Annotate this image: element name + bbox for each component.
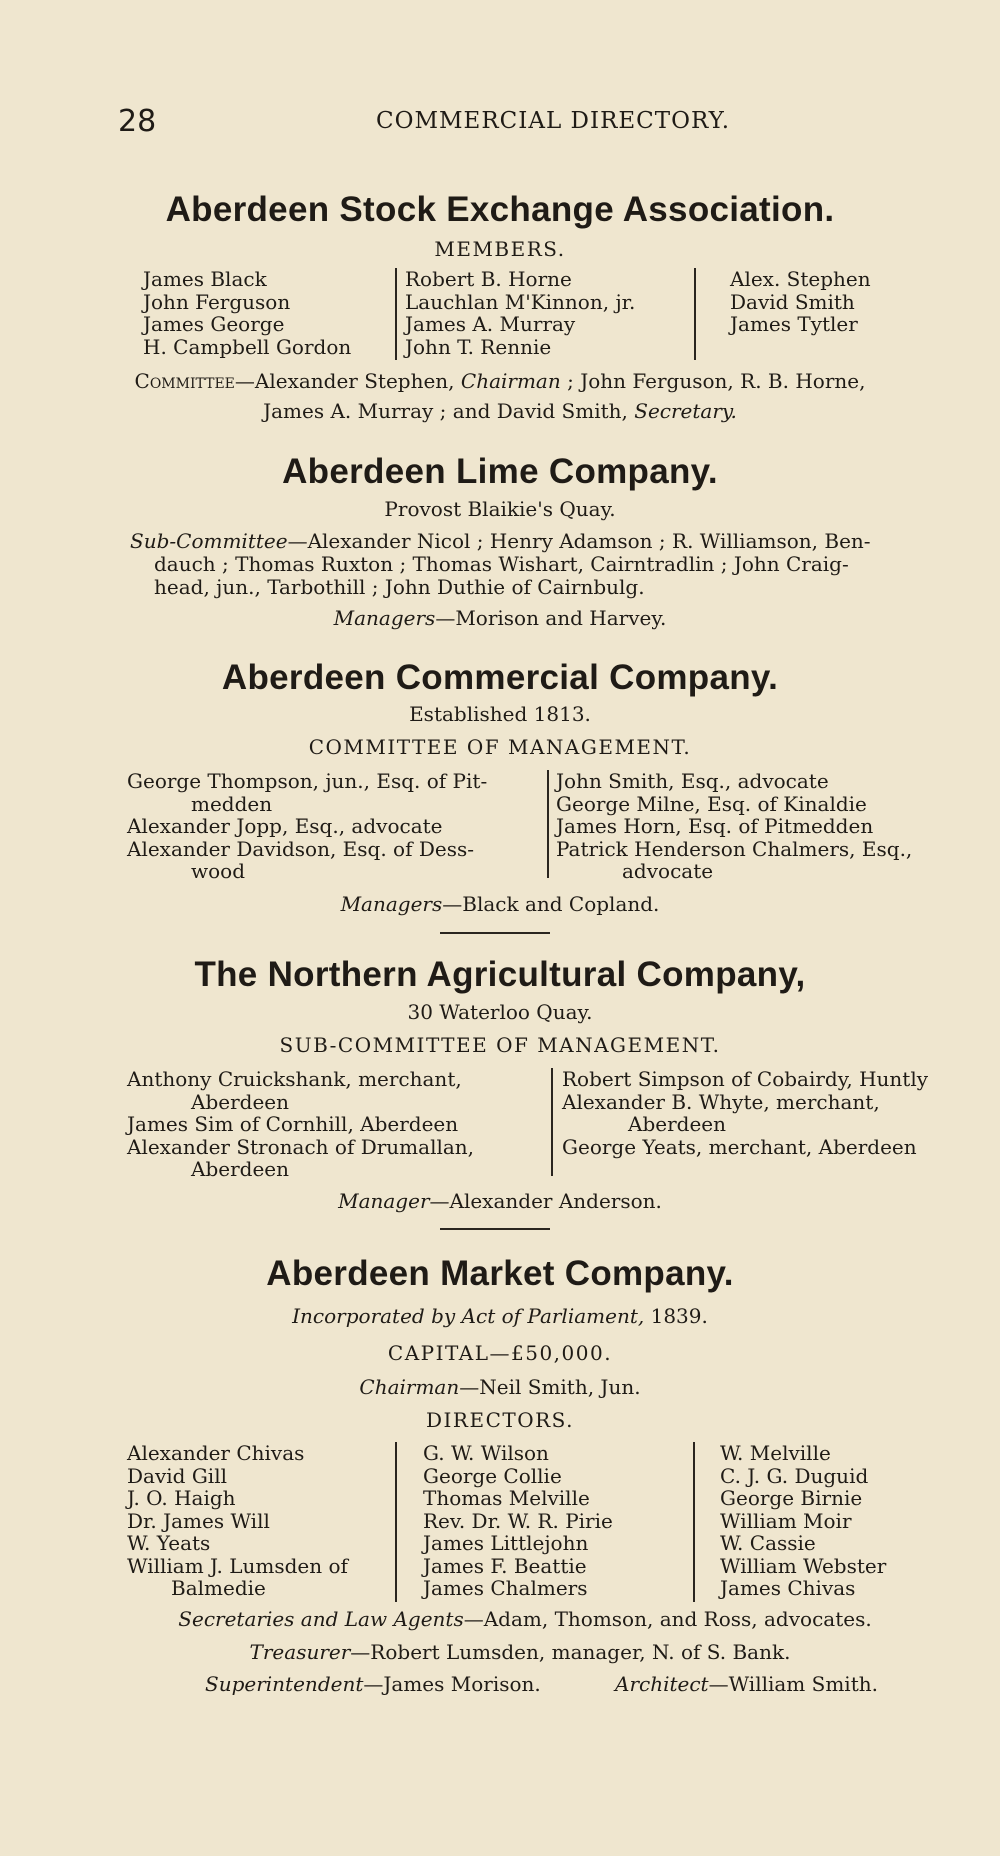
market-secretaries: Secretaries and Law Agents—Adam, Thomson, and Ross, advocates. — [178, 1607, 872, 1631]
stock-members-col-3 — [730, 268, 871, 336]
member-name: David Smith — [730, 289, 855, 314]
stock-committee: Committee—Alexander Stephen, Chairman ; John Ferguson, R. B. Horne, — [134, 369, 866, 393]
member-name: John Ferguson — [143, 289, 291, 314]
market-directors-col-1: Alexander Chivas David Gill J. O. Haigh Dr. James Will W. Yeats William J. Lumsden of Balmedie — [127, 1441, 348, 1600]
commercial-left-col: George Thompson, jun., Esq. of Pit- medden Alexander Jopp, Esq., advocate Alexander Davidson, Esq. of Dess- wood — [127, 769, 488, 883]
page-number: 28 — [118, 104, 157, 139]
northern-committee-heading: SUB-COMMITTEE OF MANAGEMENT. — [279, 1033, 721, 1057]
member-name: Robert B. Horne — [405, 267, 572, 291]
column-divider — [694, 268, 696, 360]
market-directors-col-3: W. Melville C. J. G. Duguid George Birnie William Moir W. Cassie William Webster James Chivas — [720, 1441, 887, 1600]
market-section — [0, 1254, 1000, 1294]
commercial-established: Established 1813. — [409, 702, 591, 726]
market-architect: Architect—William Smith. — [615, 1672, 878, 1696]
member-name: Alex. Stephen — [730, 267, 871, 291]
lime-subcommittee: Sub-Committee—Alexander Nicol ; Henry Adamson ; R. Williamson, Ben- dauch ; Thomas Ruxton ; Thomas Wishart, Cairntradlin ; John Craig- head, jun., Tarbothill ; John Duthie of Cairnbulg. — [130, 529, 871, 599]
market-chairman: Chairman—Neil Smith, Jun. — [359, 1375, 641, 1399]
northern-section — [0, 955, 1000, 995]
section-rule — [440, 932, 550, 934]
member-name: James Black — [143, 267, 267, 291]
northern-right-col: Robert Simpson of Cobairdy, Huntly Alexander B. Whyte, merchant, Aberdeen George Yeats, merchant, Aberdeen — [562, 1067, 929, 1159]
member-name: H. Campbell Gordon — [143, 334, 352, 359]
member-name: John T. Rennie — [405, 334, 552, 359]
member-name: Lauchlan M'Kinnon, jr. — [405, 289, 636, 314]
market-incorporated: Incorporated by Act of Parliament, 1839. — [292, 1304, 708, 1328]
northern-address: 30 Waterloo Quay. — [407, 1000, 593, 1024]
member-name: James Tytler — [730, 312, 858, 336]
commercial-section — [0, 658, 1000, 698]
stock-exchange-section — [0, 190, 1000, 230]
market-directors-col-2: G. W. Wilson George Collie Thomas Melville Rev. Dr. W. R. Pirie James Littlejohn James F. Beattie James Chalmers — [423, 1441, 613, 1600]
commercial-committee-heading: COMMITTEE OF MANAGEMENT. — [308, 735, 692, 759]
section-rule — [440, 1228, 550, 1230]
stock-committee-line2: James A. Murray ; and David Smith, Secretary. — [263, 399, 737, 423]
column-divider — [395, 268, 397, 360]
lime-title: Aberdeen Lime Company. — [282, 452, 718, 491]
commercial-title: Aberdeen Commercial Company. — [221, 658, 779, 697]
northern-title: The Northern Agricultural Company, — [194, 955, 806, 994]
market-superintendent: Superintendent—James Morison. — [205, 1672, 541, 1696]
members-heading: MEMBERS. — [434, 237, 566, 261]
committee-label: Committee — [134, 369, 235, 393]
commercial-managers: Managers—Black and Copland. — [340, 892, 660, 916]
stock-title: Aberdeen Stock Exchange Association. — [165, 190, 835, 229]
market-capital: CAPITAL—£50,000. — [387, 1341, 613, 1365]
lime-address: Provost Blaikie's Quay. — [384, 497, 616, 521]
member-name: James A. Murray — [405, 312, 576, 336]
commercial-right-col: John Smith, Esq., advocate George Milne, Esq. of Kinaldie James Horn, Esq. of Pitmedden Patrick Henderson Chalmers, Esq., advocate — [556, 769, 913, 883]
stock-members-col-2 — [405, 268, 635, 358]
stock-members-col-1 — [143, 268, 351, 358]
column-divider — [551, 1068, 553, 1176]
running-title: COMMERCIAL DIRECTORY. — [376, 108, 731, 134]
page-header — [118, 104, 978, 144]
market-treasurer: Treasurer—Robert Lumsden, manager, N. of S. Bank. — [249, 1640, 791, 1664]
member-name: James George — [143, 312, 285, 336]
column-divider — [547, 770, 549, 878]
column-divider — [693, 1442, 695, 1602]
northern-manager: Manager—Alexander Anderson. — [338, 1189, 662, 1213]
northern-left-col: Anthony Cruickshank, merchant, Aberdeen James Sim of Cornhill, Aberdeen Alexander Stronach of Drumallan, Aberdeen — [127, 1067, 475, 1181]
lime-managers: Managers—Morison and Harvey. — [333, 606, 667, 630]
market-title: Aberdeen Market Company. — [266, 1254, 734, 1293]
column-divider — [395, 1442, 397, 1602]
market-directors-heading: DIRECTORS. — [425, 1408, 575, 1432]
lime-section — [0, 452, 1000, 492]
